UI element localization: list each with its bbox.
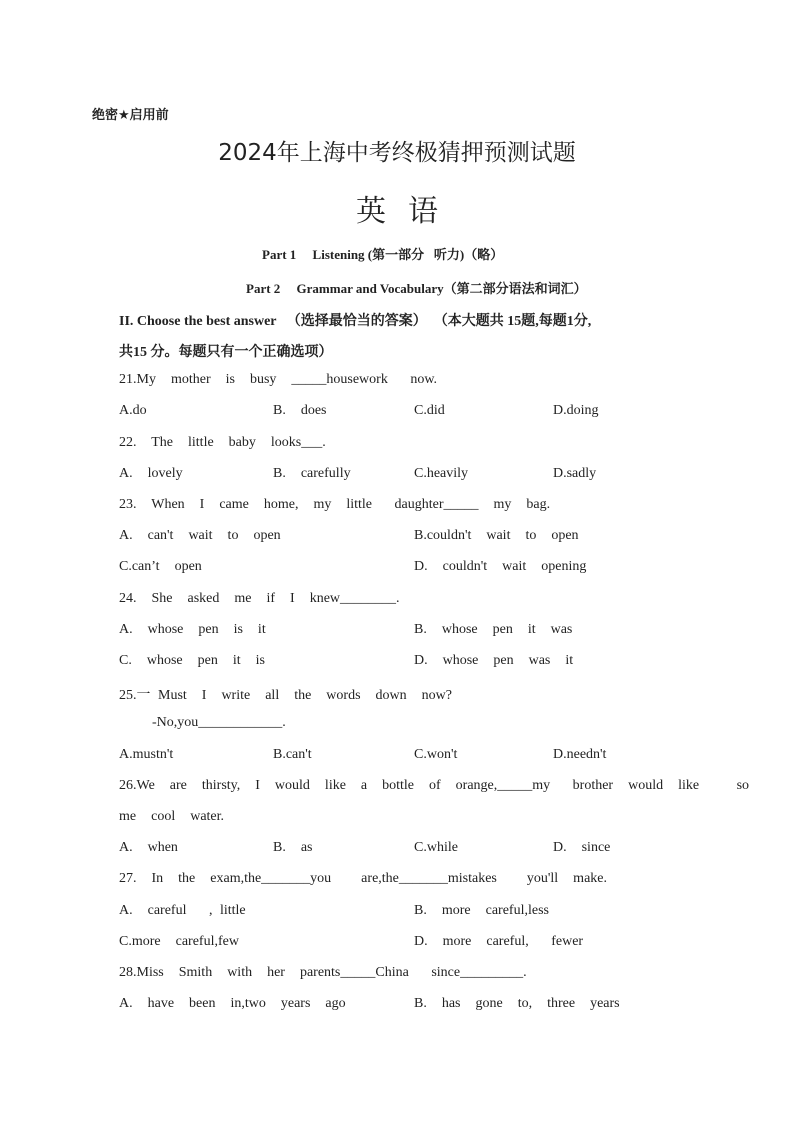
question-23-option-c: C.can’t open (119, 559, 202, 574)
subject-title: 英语 (356, 194, 460, 229)
question-27-option-c: C.more careful,few (119, 934, 239, 949)
question-27-option-a: A. careful , little (119, 903, 246, 918)
question-26-option-b: B. as (273, 840, 313, 855)
question-21-option-a: A.do (119, 403, 147, 418)
question-23-stem: 23. When I came home, my little daughter_____ my bag. (119, 497, 551, 512)
confidential-label: 绝密★启用前 (92, 108, 169, 123)
question-27-option-d: D. more careful, fewer (414, 934, 584, 949)
question-26-option-c: C.while (414, 840, 458, 855)
question-27-stem: 27. In the exam,the_______you are,the_______mistakes you'll make. (119, 871, 607, 886)
question-22-option-a: A. lovely (119, 466, 183, 481)
question-23-option-b: B.couldn't wait to open (414, 528, 579, 543)
part1-heading: Part 1 Listening (第一部分 听力)（略） (262, 247, 504, 262)
question-25-stem-reply: -No,you____________. (152, 715, 286, 730)
question-28-stem: 28.Miss Smith with her parents_____China since_________. (119, 965, 527, 980)
part2-heading: Part 2 Grammar and Vocabulary（第二部分语法和词汇） (246, 281, 587, 296)
section-instruction-line2: 共15 分。每题只有一个正确选项） (119, 345, 333, 360)
question-23-option-a: A. can't wait to open (119, 528, 281, 543)
question-24-option-a: A. whose pen is it (119, 622, 266, 637)
question-22-stem: 22. The little baby looks___. (119, 435, 326, 450)
question-27-option-b: B. more careful,less (414, 903, 549, 918)
question-22-option-c: C.heavily (414, 466, 469, 481)
question-26-stem-continued: me cool water. (119, 809, 225, 824)
question-21-option-b: B. does (273, 403, 327, 418)
question-25-option-d: D.needn't (553, 747, 607, 762)
question-21-stem: 21.My mother is busy _____housework now. (119, 372, 438, 387)
question-26-option-a: A. when (119, 840, 178, 855)
question-22-option-d: D.sadly (553, 466, 597, 481)
question-25-stem: 25.一 Must I write all the words down now? (119, 688, 452, 703)
question-25-option-c: C.won't (414, 747, 458, 762)
question-23-option-d: D. couldn't wait opening (414, 559, 587, 574)
section-instruction-line1: II. Choose the best answer （选择最恰当的答案） （本大题共 15题,每题1分, (119, 314, 592, 329)
question-28-option-a: A. have been in,two years ago (119, 996, 346, 1011)
question-22-option-b: B. carefully (273, 466, 351, 481)
question-25-option-b: B.can't (273, 747, 312, 762)
question-25-option-a: A.mustn't (119, 747, 174, 762)
question-21-option-d: D.doing (553, 403, 599, 418)
question-26-option-d: D. since (553, 840, 611, 855)
question-21-option-c: C.did (414, 403, 445, 418)
question-24-option-b: B. whose pen it was (414, 622, 573, 637)
question-28-option-b: B. has gone to, three years (414, 996, 620, 1011)
question-24-option-c: C. whose pen it is (119, 653, 265, 668)
question-24-stem: 24. She asked me if I knew________. (119, 591, 400, 606)
exam-title: 2024年上海中考终极猜押预测试题 (218, 140, 576, 166)
question-26-stem: 26.We are thirsty, I would like a bottle of orange,_____my brother would like so (119, 778, 750, 793)
question-24-option-d: D. whose pen was it (414, 653, 574, 668)
